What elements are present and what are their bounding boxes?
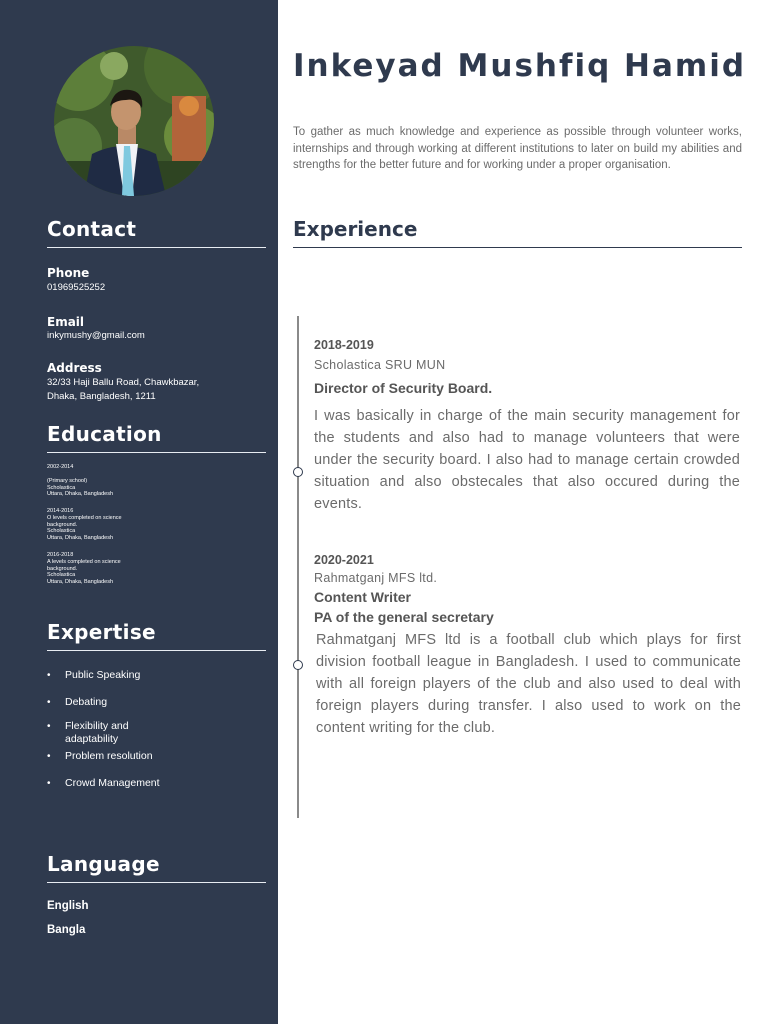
experience-date: 2020-2021	[314, 553, 374, 567]
education-heading: Education	[47, 422, 266, 453]
education-line	[47, 471, 247, 478]
language-heading: Language	[47, 852, 266, 883]
email-label: Email	[47, 315, 85, 329]
experience-organization: Scholastica SRU MUN	[314, 358, 446, 372]
education-line: A levels completed on science	[47, 558, 121, 565]
expertise-item: • Public Speaking	[47, 669, 247, 682]
education-line: 2016-2018	[47, 552, 74, 558]
experience-organization: Rahmatganj MFS ltd.	[314, 571, 438, 585]
page-title: Inkeyad Mushfiq Hamid	[293, 48, 747, 84]
education-line: Scholastica	[47, 484, 76, 491]
education-line: 2002-2014	[47, 464, 74, 470]
experience-date: 2018-2019	[314, 338, 374, 352]
education-line: (Primary school)	[47, 477, 88, 484]
education-line: Scholastica	[47, 572, 76, 579]
address-line-1: 32/33 Haji Ballu Road, Chawkbazar,	[47, 377, 200, 388]
contact-heading: Contact	[47, 217, 266, 248]
expertise-item: • Debating	[47, 696, 247, 709]
education-line: Uttara, Dhaka, Bangladesh	[47, 491, 114, 498]
education-entry	[47, 552, 247, 586]
language-item: English	[47, 900, 89, 912]
timeline-line	[297, 316, 299, 818]
profile-photo	[54, 46, 214, 196]
education-line: Uttara, Dhaka, Bangladesh	[47, 535, 114, 542]
summary-text: To gather as much knowledge and experience as possible through volunteer works, internships and through working at different institutions to later on build my abilities and strengths for the better future and for working under a proper organisation.	[293, 126, 742, 171]
education-entry	[47, 464, 247, 498]
expertise-item: • Crowd Management	[47, 777, 247, 790]
address-line-2: Dhaka, Bangladesh, 1211	[47, 391, 156, 402]
expertise-heading: Expertise	[47, 620, 266, 651]
experience-role: Director of Security Board.	[314, 380, 493, 396]
experience-description: I was basically in charge of the main security management for the students and also had to manage volunteers that were under the security board. I also had to manage certain crowded situation and also obstecales that also occured during the events.	[314, 408, 740, 512]
education-entry	[47, 508, 247, 542]
email-value: inkymushy@gmail.com	[47, 330, 145, 341]
experience-heading: Experience	[293, 217, 742, 248]
timeline-dot	[293, 660, 303, 670]
sidebar	[0, 0, 278, 1024]
expertise-item: • Problem resolution	[47, 750, 247, 763]
education-line: Uttara, Dhaka, Bangladesh	[47, 579, 114, 586]
expertise-item: • Flexibility and adaptability	[47, 720, 157, 746]
address-label: Address	[47, 361, 102, 375]
education-line: background.	[47, 565, 78, 572]
timeline-dot	[293, 467, 303, 477]
language-item: Bangla	[47, 924, 86, 936]
phone-value: 01969525252	[47, 282, 106, 293]
experience-role: Content Writer	[314, 589, 411, 605]
phone-label: Phone	[47, 266, 90, 280]
education-line: 2014-2016	[47, 508, 74, 514]
experience-role: PA of the general secretary	[314, 609, 494, 625]
experience-description: Rahmatganj MFS ltd is a football club which plays for first division football league in Bangladesh. I used to communicate with all foreign players of the club and also used to deal with foreign players during transfer. I also used to work on the content writing for the club.	[316, 632, 741, 736]
education-line: O levels completed on science	[47, 514, 122, 521]
education-line: Scholastica	[47, 528, 76, 535]
education-line: background.	[47, 521, 78, 528]
